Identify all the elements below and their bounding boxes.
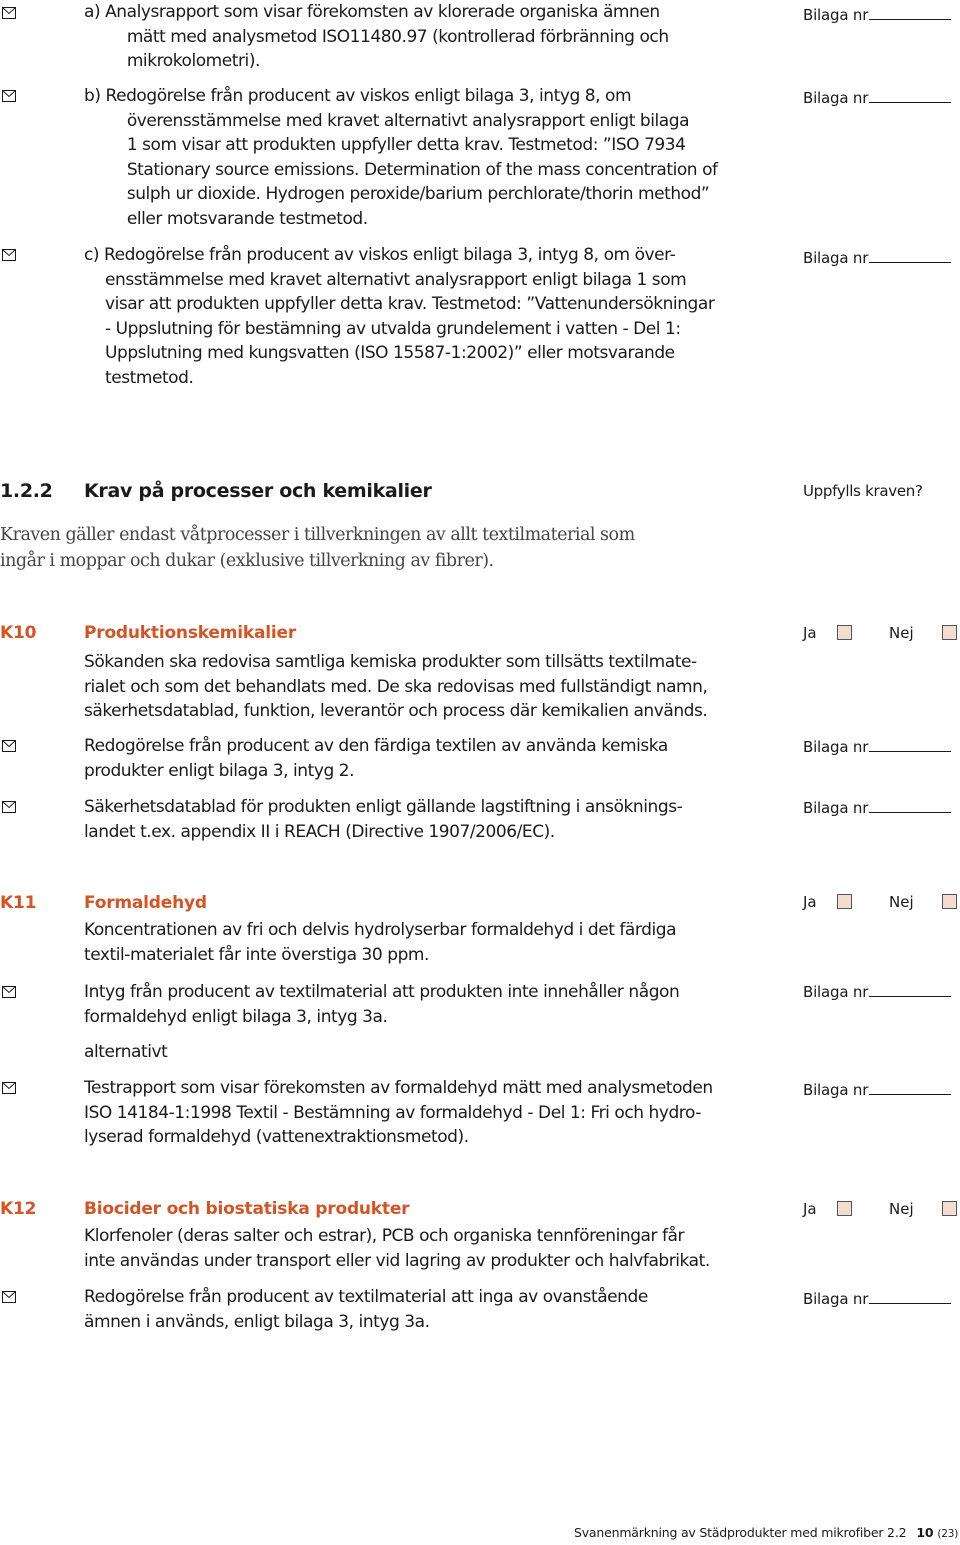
bilaga-label: Bilaga nr (803, 1290, 869, 1308)
doc-k11-2 (84, 1076, 713, 1150)
envelope-icon (2, 801, 16, 813)
item-a-text (84, 0, 669, 74)
line: Säkerhetsdatablad för produkten enligt gällande lagstiftning i ansöknings- (84, 797, 683, 817)
env-k10-2 (2, 801, 16, 813)
bilaga-label: Bilaga nr (803, 983, 869, 1001)
bilaga-k11-1 (803, 982, 951, 1002)
req-code-k12: K12 (0, 1199, 37, 1219)
bilaga-label: Bilaga nr (803, 6, 869, 24)
req-code-k10: K10 (0, 623, 37, 643)
line: Klorfenoler (deras salter och estrar), PCB och organiska tennföreningar får (84, 1226, 685, 1246)
item-b-text (84, 84, 718, 231)
nej-checkbox[interactable] (942, 625, 957, 640)
ja-nej-k10 (803, 624, 960, 644)
bilaga-label: Bilaga nr (803, 1081, 869, 1099)
nej-label: Nej (889, 624, 914, 642)
footer-doc-title: Svanenmärkning av Städprodukter med mikrofiber 2.2 (574, 1525, 907, 1540)
env-a (2, 7, 16, 19)
bilaga-number-field[interactable] (869, 1080, 951, 1095)
env-c (2, 249, 16, 261)
bilaga-k11-2 (803, 1080, 951, 1100)
bilaga-number-field[interactable] (869, 982, 951, 997)
bilaga-number-field[interactable] (869, 88, 951, 103)
line: inte användas under transport eller vid lagring av produkter och halvfabrikat. (84, 1250, 710, 1271)
envelope-icon (2, 1082, 16, 1094)
line: överensstämmelse med kravet alternativt analysrapport enligt bilaga (107, 110, 690, 131)
bilaga-number-field[interactable] (869, 248, 951, 263)
req-desc-k11 (84, 918, 676, 967)
line: b) Redogörelse från producent av viskos enligt bilaga 3, intyg 8, om (84, 86, 632, 106)
envelope-icon (2, 90, 16, 102)
ja-label: Ja (803, 1200, 817, 1218)
line: sulph ur dioxide. Hydrogen peroxide/barium perchlorate/thorin method” (107, 184, 710, 204)
line: Intyg från producent av textilmaterial att produkten inte innehåller någon (84, 982, 680, 1002)
req-desc-k12 (84, 1224, 710, 1273)
bilaga-k12-1 (803, 1289, 951, 1309)
req-title-k10: Produktionskemikalier (84, 623, 297, 643)
bilaga-label: Bilaga nr (803, 249, 869, 267)
envelope-icon (2, 986, 16, 998)
doc-k10-2 (84, 795, 682, 844)
bilaga-number-field[interactable] (869, 5, 951, 20)
nej-label: Nej (889, 893, 914, 911)
line: Testrapport som visar förekomsten av formaldehyd mätt med analysmetoden (84, 1078, 713, 1098)
line: rialet och som det behandlats med. De ska redovisas med fullständigt namn, (84, 676, 708, 697)
line: textil-materialet får inte överstiga 30 ppm. (84, 944, 429, 965)
envelope-icon (2, 1291, 16, 1303)
line: ingår i moppar och dukar (exklusive tillverkning av fibrer). (0, 551, 494, 571)
doc-k12-1 (84, 1285, 648, 1334)
line: ensstämmelse med kravet alternativt analysrapport enligt bilaga 1 som (105, 269, 687, 290)
line: visar att produkten uppfyller detta krav. Testmetod: ”Vattenundersökningar (105, 294, 715, 314)
footer-page-total: (23) (937, 1528, 959, 1540)
bilaga-k10-2 (803, 798, 951, 818)
bilaga-c (803, 248, 951, 268)
line: a) Analysrapport som visar förekomsten av klorerade organiska ämnen (84, 2, 660, 22)
line: Stationary source emissions. Determination of the mass concentration of (107, 159, 718, 180)
line: Koncentrationen av fri och delvis hydrolyserbar formaldehyd i det färdiga (84, 920, 677, 940)
line: produkter enligt bilaga 3, intyg 2. (84, 760, 355, 781)
envelope-icon (2, 7, 16, 19)
line: mikrokolometri). (107, 51, 260, 71)
envelope-icon (2, 740, 16, 752)
status-question: Uppfylls kraven? (803, 482, 923, 500)
doc-k11-1 (84, 980, 679, 1029)
line: c) Redogörelse från producent av viskos enligt bilaga 3, intyg 8, om över- (84, 245, 676, 265)
ja-nej-k12 (803, 1200, 960, 1220)
env-k10-1 (2, 740, 16, 752)
alternative-label: alternativt (84, 1042, 168, 1062)
line: ämnen i används, enligt bilaga 3, intyg 3a. (84, 1311, 430, 1332)
line: säkerhetsdatablad, funktion, leverantör och process där kemikalien används. (84, 701, 708, 721)
line: eller motsvarande testmetod. (107, 208, 368, 229)
line: landet t.ex. appendix II i REACH (Directive 1907/2006/EC). (84, 821, 555, 842)
nej-checkbox[interactable] (942, 894, 957, 909)
bilaga-label: Bilaga nr (803, 799, 869, 817)
bilaga-b (803, 88, 951, 108)
ja-checkbox[interactable] (837, 894, 852, 909)
footer-page-number: 10 (916, 1525, 934, 1540)
doc-k10-1 (84, 734, 668, 783)
ja-checkbox[interactable] (837, 625, 852, 640)
req-title-k11: Formaldehyd (84, 893, 207, 913)
envelope-icon (2, 249, 16, 261)
req-desc-k10 (84, 650, 707, 724)
env-k12-1 (2, 1291, 16, 1303)
line: 1 som visar att produkten uppfyller detta krav. Testmetod: ”ISO 7934 (107, 135, 686, 155)
line: Redogörelse från producent av den färdiga textilen av använda kemiska (84, 736, 668, 756)
req-title-k12: Biocider och biostatiska produkter (84, 1199, 410, 1219)
nej-checkbox[interactable] (942, 1201, 957, 1216)
req-code-k11: K11 (0, 893, 37, 913)
line: Uppslutning med kungsvatten (ISO 15587-1:2002)” eller motsvarande (105, 343, 675, 363)
line: - Uppslutning för bestämning av utvalda grundelement i vatten - Del 1: (105, 318, 681, 339)
bilaga-k10-1 (803, 737, 951, 757)
bilaga-label: Bilaga nr (803, 89, 869, 107)
section-number: 1.2.2 (0, 480, 53, 502)
ja-label: Ja (803, 624, 817, 642)
section-intro (0, 522, 635, 574)
section-title: Krav på processer och kemikalier (84, 480, 432, 502)
bilaga-label: Bilaga nr (803, 738, 869, 756)
env-b (2, 90, 16, 102)
line: ISO 14184-1:1998 Textil - Bestämning av formaldehyd - Del 1: Fri och hydro- (84, 1102, 701, 1123)
bilaga-number-field[interactable] (869, 737, 951, 752)
line: Sökanden ska redovisa samtliga kemiska produkter som tillsätts textilmate- (84, 652, 697, 672)
nej-label: Nej (889, 1200, 914, 1218)
page-footer (574, 1525, 958, 1540)
item-c-text (84, 243, 714, 390)
bilaga-number-field[interactable] (869, 798, 951, 813)
line: Redogörelse från producent av textilmaterial att inga av ovanstående (84, 1287, 648, 1307)
ja-nej-k11 (803, 893, 960, 913)
ja-label: Ja (803, 893, 817, 911)
bilaga-number-field[interactable] (869, 1289, 951, 1304)
ja-checkbox[interactable] (837, 1201, 852, 1216)
line: testmetod. (105, 367, 194, 388)
env-k11-1 (2, 986, 16, 998)
bilaga-a (803, 5, 951, 25)
line: formaldehyd enligt bilaga 3, intyg 3a. (84, 1006, 388, 1027)
line: lyserad formaldehyd (vattenextraktionsmetod). (84, 1127, 469, 1147)
env-k11-2 (2, 1082, 16, 1094)
line: mätt med analysmetod ISO11480.97 (kontrollerad förbränning och (107, 26, 669, 47)
line: Kraven gäller endast våtprocesser i tillverkningen av allt textilmaterial som (0, 525, 635, 545)
